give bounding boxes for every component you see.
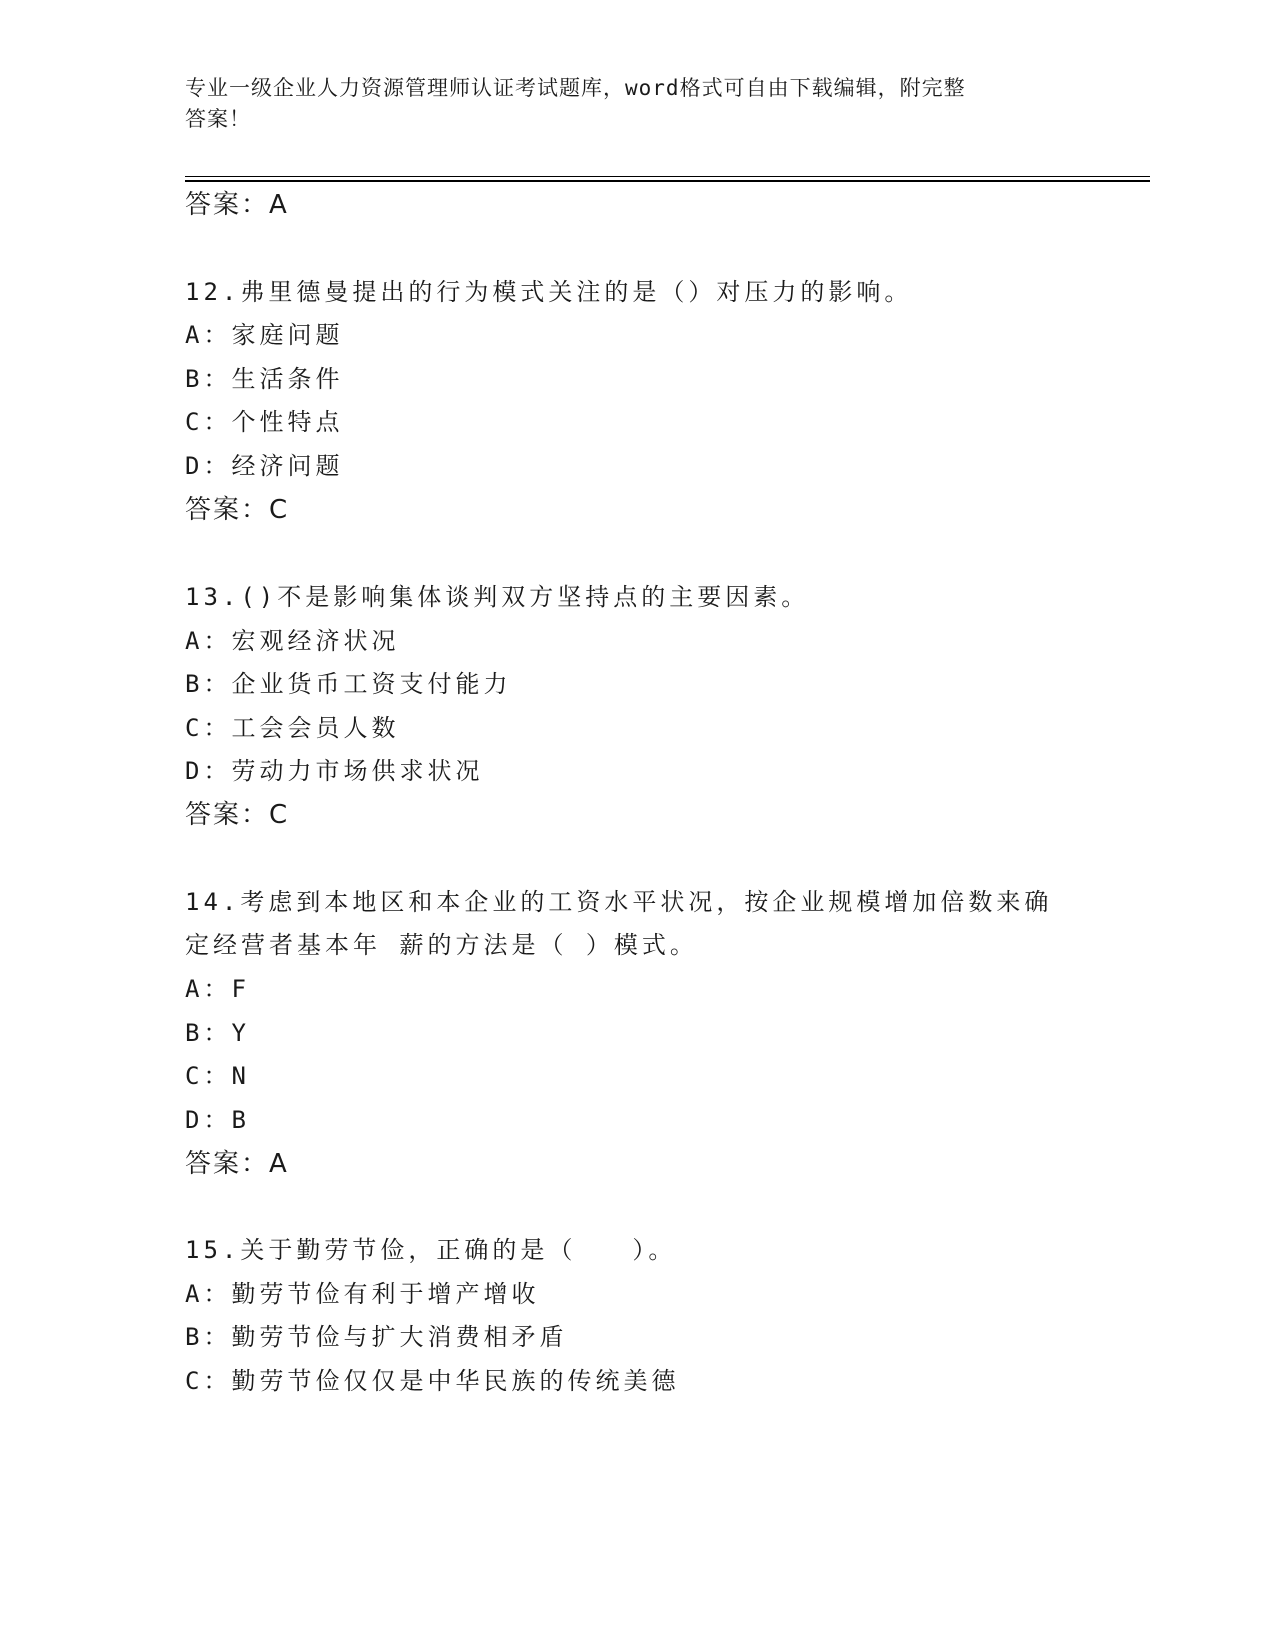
question-13-option-c: C：工会会员人数 (185, 714, 400, 742)
header-divider-thin (185, 176, 1150, 177)
answer-prev: 答案：A (185, 190, 289, 220)
question-12-option-b: B：生活条件 (185, 365, 344, 393)
question-12-stem: 12.弗里德曼提出的行为模式关注的是（）对压力的影响。 (185, 278, 913, 306)
header-line-2: 答案！ (185, 107, 251, 131)
question-15-stem: 15.关于勤劳节俭，正确的是（ ）。 (185, 1236, 677, 1264)
question-13-option-a: A：宏观经济状况 (185, 627, 400, 655)
question-15-option-b: B：勤劳节俭与扩大消费相矛盾 (185, 1323, 568, 1351)
question-13-option-d: D：劳动力市场供求状况 (185, 757, 484, 785)
question-13-option-b: B：企业货币工资支付能力 (185, 670, 512, 698)
question-14-stem-line-2: 定经营者基本年 薪的方法是（ ）模式。 (185, 931, 698, 959)
question-12-option-d: D：经济问题 (185, 452, 344, 480)
question-14-answer: 答案：A (185, 1149, 289, 1179)
header-divider-thick (185, 180, 1150, 182)
document-header (185, 73, 1085, 135)
question-15-option-a: A：勤劳节俭有利于增产增收 (185, 1280, 540, 1308)
question-12-option-a: A：家庭问题 (185, 321, 344, 349)
question-15-option-c: C：勤劳节俭仅仅是中华民族的传统美德 (185, 1367, 680, 1395)
question-12-option-c: C：个性特点 (185, 408, 344, 436)
question-12-answer: 答案：C (185, 495, 290, 525)
question-14-option-b: B：Y (185, 1019, 250, 1047)
question-13-answer: 答案：C (185, 800, 290, 830)
question-13-stem: 13.()不是影响集体谈判双方坚持点的主要因素。 (185, 583, 810, 611)
question-14-option-d: D：B (185, 1106, 250, 1134)
question-14-option-c: C：N (185, 1062, 250, 1090)
question-14-stem-line-1: 14.考虑到本地区和本企业的工资水平状况，按企业规模增加倍数来确 (185, 888, 1053, 916)
question-14-option-a: A：F (185, 975, 250, 1003)
header-line-1: 专业一级企业人力资源管理师认证考试题库，word格式可自由下载编辑，附完整 (185, 76, 966, 100)
